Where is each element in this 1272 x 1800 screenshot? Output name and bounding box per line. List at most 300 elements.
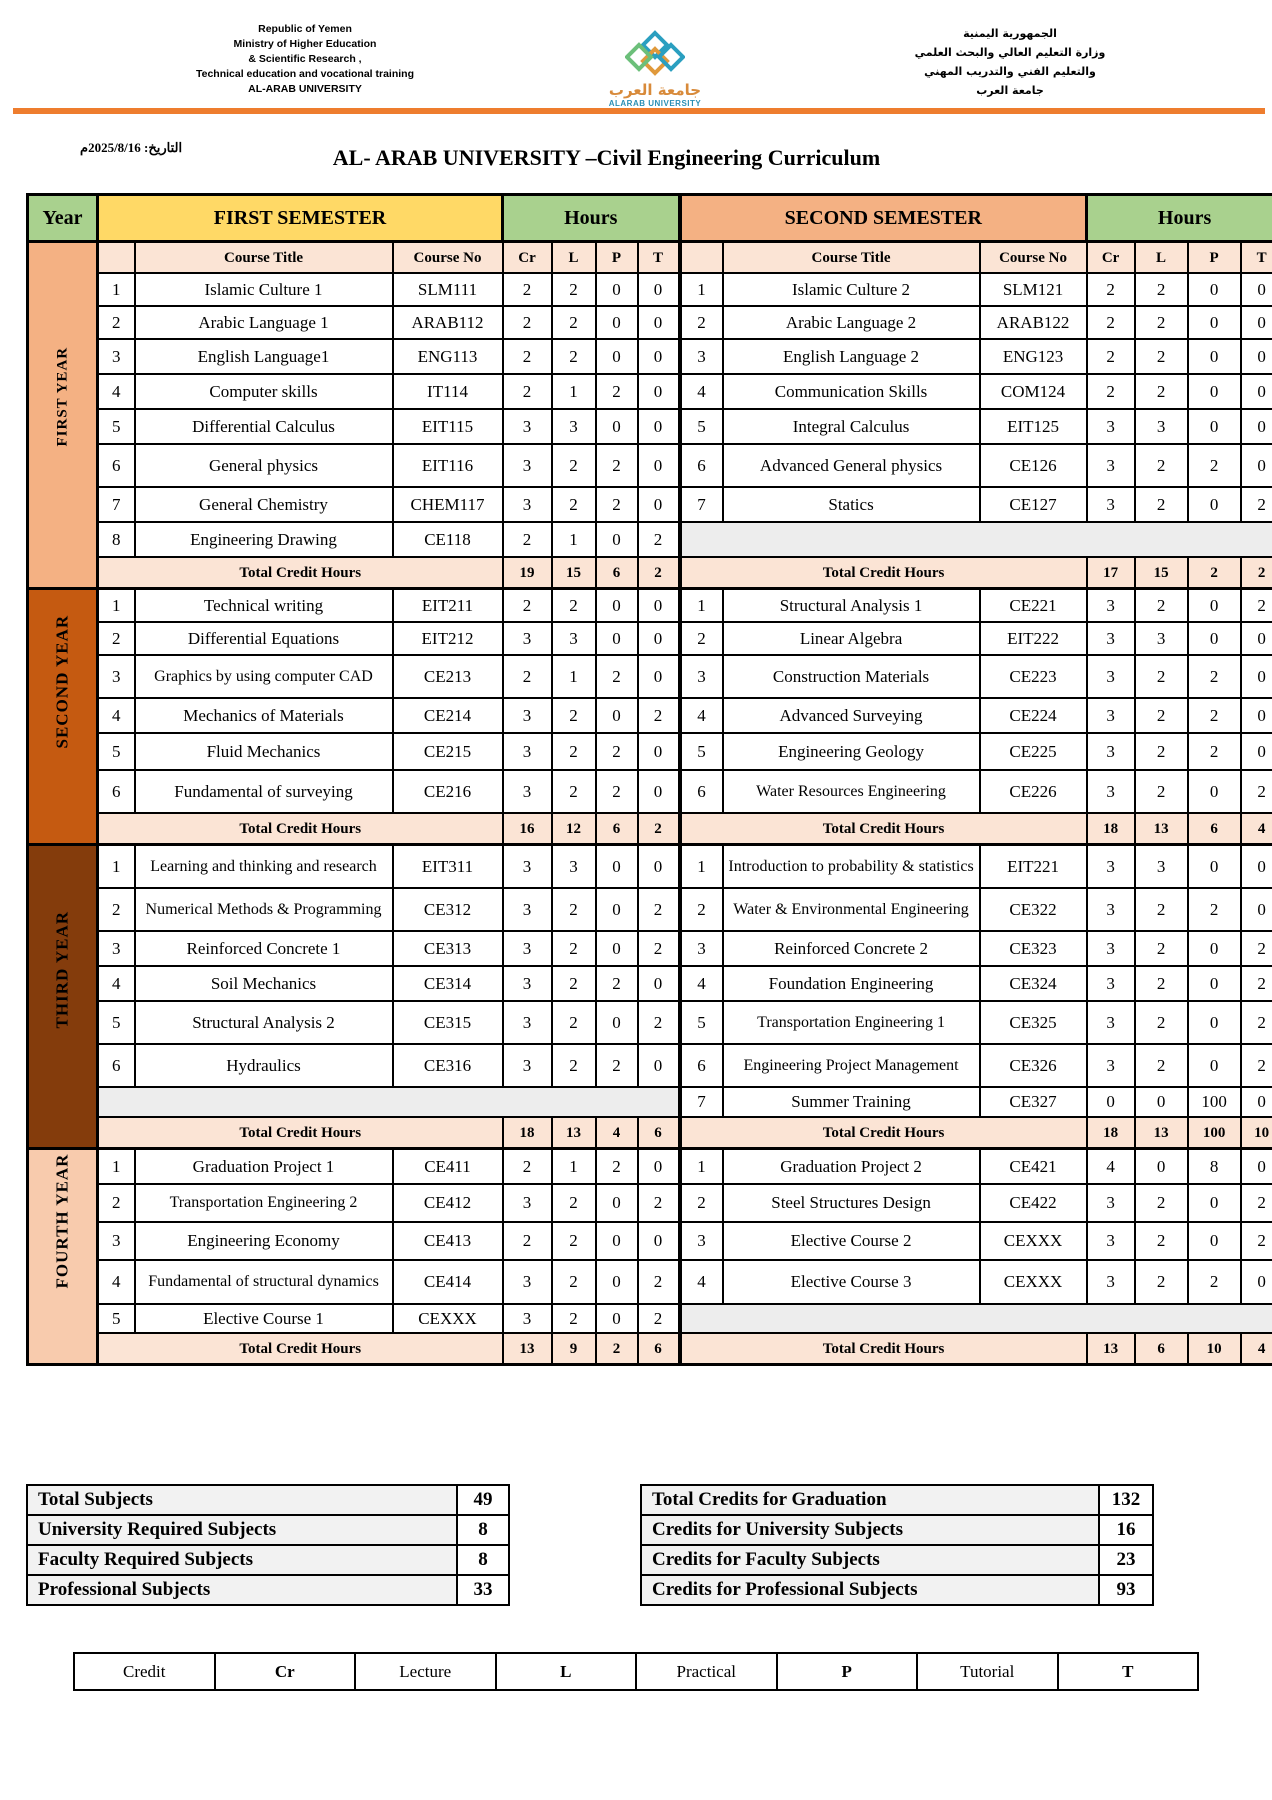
summary-label: Total Credits for Graduation (641, 1485, 1099, 1515)
course-row (28, 845, 1272, 889)
total-t: 4 (1241, 813, 1272, 845)
course-no: CE411 (393, 1149, 503, 1185)
col-header-course-no: Course No (393, 242, 503, 274)
course-index: 6 (98, 444, 135, 487)
total-t: 6 (638, 1333, 680, 1365)
course-row (28, 622, 1272, 655)
course-title: Arabic Language 1 (135, 306, 393, 339)
course-row (28, 1222, 1272, 1260)
tutorial-hours: 0 (1241, 1087, 1272, 1117)
tutorial-hours: 0 (1241, 845, 1272, 889)
course-no: CE312 (393, 888, 503, 931)
credits-summary-table (640, 1484, 1154, 1606)
credit-hours: 2 (503, 339, 552, 374)
practical-hours: 2 (596, 1149, 638, 1185)
course-title: Elective Course 3 (723, 1260, 980, 1304)
course-title: Graduation Project 1 (135, 1149, 393, 1185)
practical-hours: 2 (1188, 888, 1241, 931)
course-title: Islamic Culture 2 (723, 273, 980, 306)
curriculum-table (26, 193, 1272, 1366)
course-title: General Chemistry (135, 487, 393, 522)
course-index: 4 (680, 374, 723, 409)
tutorial-hours: 0 (638, 1149, 680, 1185)
course-title: Hydraulics (135, 1044, 393, 1087)
course-no: ENG113 (393, 339, 503, 374)
course-no: EIT311 (393, 845, 503, 889)
total-l: 13 (1135, 1117, 1188, 1149)
credit-hours: 2 (503, 1149, 552, 1185)
total-l: 13 (552, 1117, 596, 1149)
course-title: Reinforced Concrete 2 (723, 931, 980, 966)
course-title: Learning and thinking and research (135, 845, 393, 889)
tutorial-hours: 0 (638, 444, 680, 487)
practical-hours: 0 (1188, 339, 1241, 374)
summary-label: Total Subjects (27, 1485, 457, 1515)
course-index: 6 (680, 444, 723, 487)
subjects-summary-table (26, 1484, 510, 1606)
legend-abbr: Cr (215, 1653, 356, 1690)
credit-hours: 3 (1087, 1184, 1135, 1222)
practical-hours: 0 (1188, 1222, 1241, 1260)
year-label-text: SECOND YEAR (52, 614, 72, 748)
lecture-hours: 2 (1135, 1222, 1188, 1260)
course-no: CE322 (980, 888, 1087, 931)
course-index: 1 (680, 589, 723, 623)
col-header-t: T (1241, 242, 1272, 274)
course-title: Summer Training (723, 1087, 980, 1117)
practical-hours: 0 (596, 1260, 638, 1304)
course-index: 1 (98, 845, 135, 889)
course-row (28, 306, 1272, 339)
course-title: Advanced Surveying (723, 698, 980, 733)
year-label (28, 1149, 98, 1365)
practical-hours: 0 (596, 845, 638, 889)
course-index: 2 (680, 306, 723, 339)
course-title: Elective Course 1 (135, 1304, 393, 1333)
course-index: 3 (98, 655, 135, 698)
tutorial-hours: 0 (1241, 888, 1272, 931)
year-label-text: FIRST YEAR (54, 346, 71, 447)
tutorial-hours: 0 (1241, 1260, 1272, 1304)
course-title: Differential Equations (135, 622, 393, 655)
practical-hours: 0 (1188, 845, 1241, 889)
course-title: Communication Skills (723, 374, 980, 409)
credit-hours: 3 (503, 1184, 552, 1222)
lecture-hours: 2 (552, 888, 596, 931)
credit-hours: 2 (503, 1222, 552, 1260)
course-no: CE215 (393, 733, 503, 770)
course-row (28, 1260, 1272, 1304)
logo-emblem-icon (625, 30, 685, 76)
curriculum-table-body (28, 195, 1272, 1365)
col-header-l: L (552, 242, 596, 274)
course-title: Graduation Project 2 (723, 1149, 980, 1185)
document-date: التاريخ: 2025/8/16م (80, 140, 183, 155)
lecture-hours: 2 (552, 339, 596, 374)
tutorial-hours: 0 (1241, 698, 1272, 733)
course-no: CE412 (393, 1184, 503, 1222)
course-row (28, 1304, 1272, 1333)
header-en-line: AL-ARAB UNIVERSITY (248, 83, 362, 95)
course-index: 7 (98, 487, 135, 522)
tutorial-hours: 0 (1241, 339, 1272, 374)
course-title: Transportation Engineering 2 (135, 1184, 393, 1222)
university-logo (590, 30, 720, 114)
course-row (28, 444, 1272, 487)
course-row (28, 1044, 1272, 1087)
course-title: English Language1 (135, 339, 393, 374)
column-header-row (28, 242, 1272, 274)
lecture-hours: 3 (1135, 622, 1188, 655)
total-credit-label: Total Credit Hours (680, 1333, 1087, 1365)
abbreviation-legend (73, 1652, 1199, 1691)
total-t: 10 (1241, 1117, 1272, 1149)
credit-hours: 3 (503, 770, 552, 813)
practical-hours: 100 (1188, 1087, 1241, 1117)
course-index: 6 (98, 1044, 135, 1087)
practical-hours: 0 (1188, 770, 1241, 813)
summary-value: 33 (457, 1575, 509, 1605)
course-row (28, 1087, 1272, 1117)
col-header-t: T (638, 242, 680, 274)
course-row (28, 733, 1272, 770)
page-title (0, 145, 1213, 171)
tutorial-hours: 2 (638, 888, 680, 931)
lecture-hours: 2 (552, 1222, 596, 1260)
practical-hours: 2 (1188, 655, 1241, 698)
credit-hours: 0 (1087, 1087, 1135, 1117)
col-header-p: P (596, 242, 638, 274)
practical-hours: 0 (596, 1001, 638, 1044)
course-no: CE214 (393, 698, 503, 733)
course-title: Construction Materials (723, 655, 980, 698)
tutorial-hours: 2 (1241, 1222, 1272, 1260)
course-index: 5 (680, 1001, 723, 1044)
tutorial-hours: 2 (1241, 1001, 1272, 1044)
course-index: 1 (98, 589, 135, 623)
total-t: 2 (638, 557, 680, 589)
course-index: 5 (98, 1304, 135, 1333)
course-no: CE127 (980, 487, 1087, 522)
tutorial-hours: 0 (638, 1044, 680, 1087)
course-row (28, 966, 1272, 1001)
tutorial-hours: 0 (638, 374, 680, 409)
lecture-hours: 1 (552, 522, 596, 557)
tutorial-hours: 0 (638, 339, 680, 374)
course-index: 3 (98, 1222, 135, 1260)
summary-label: Faculty Required Subjects (27, 1545, 457, 1575)
lecture-hours: 2 (1135, 444, 1188, 487)
credit-hours: 3 (1087, 409, 1135, 444)
course-no: CE223 (980, 655, 1087, 698)
course-title: Computer skills (135, 374, 393, 409)
course-row (28, 374, 1272, 409)
tutorial-hours: 0 (638, 622, 680, 655)
credit-hours: 2 (1087, 273, 1135, 306)
total-l: 13 (1135, 813, 1188, 845)
header-ar-line: الجمهورية اليمنية (963, 27, 1057, 40)
summary-value: 49 (457, 1485, 509, 1515)
tutorial-hours: 0 (638, 733, 680, 770)
course-no: SLM111 (393, 273, 503, 306)
course-no: CE216 (393, 770, 503, 813)
practical-hours: 2 (1188, 698, 1241, 733)
tutorial-hours: 0 (638, 487, 680, 522)
total-t: 2 (1241, 557, 1272, 589)
course-row (28, 1184, 1272, 1222)
course-index: 5 (98, 1001, 135, 1044)
course-row (28, 1149, 1272, 1185)
practical-hours: 2 (596, 1044, 638, 1087)
col-header-index (98, 242, 135, 274)
course-title: Numerical Methods & Programming (135, 888, 393, 931)
course-row (28, 655, 1272, 698)
course-index: 6 (680, 770, 723, 813)
course-index: 6 (98, 770, 135, 813)
course-index: 3 (98, 931, 135, 966)
tutorial-hours: 2 (638, 698, 680, 733)
credit-hours: 2 (503, 522, 552, 557)
header-ar-line: وزارة التعليم العالي والبحث العلمي (914, 46, 1106, 59)
tutorial-hours: 0 (638, 1222, 680, 1260)
lecture-hours: 2 (552, 966, 596, 1001)
tutorial-hours: 2 (638, 1184, 680, 1222)
lecture-hours: 2 (552, 444, 596, 487)
total-l: 12 (552, 813, 596, 845)
credit-hours: 3 (1087, 1001, 1135, 1044)
col-header-cr: Cr (503, 242, 552, 274)
course-no: CE326 (980, 1044, 1087, 1087)
tutorial-hours: 2 (638, 931, 680, 966)
credit-hours: 3 (503, 845, 552, 889)
tutorial-hours: 2 (638, 1304, 680, 1333)
summary-row (27, 1575, 509, 1605)
total-cr: 17 (1087, 557, 1135, 589)
empty-slot (680, 522, 1272, 557)
practical-hours: 8 (1188, 1149, 1241, 1185)
credit-hours: 3 (503, 1304, 552, 1333)
lecture-hours: 2 (1135, 1184, 1188, 1222)
total-cr: 13 (503, 1333, 552, 1365)
summary-value: 16 (1099, 1515, 1153, 1545)
year-label (28, 845, 98, 1149)
total-p: 100 (1188, 1117, 1241, 1149)
credit-hours: 3 (503, 1044, 552, 1087)
course-index: 3 (680, 339, 723, 374)
lecture-hours: 2 (1135, 306, 1188, 339)
tutorial-hours: 0 (638, 589, 680, 623)
lecture-hours: 3 (552, 845, 596, 889)
tutorial-hours: 2 (1241, 966, 1272, 1001)
course-index: 3 (680, 931, 723, 966)
credit-hours: 2 (503, 589, 552, 623)
tutorial-hours: 2 (1241, 931, 1272, 966)
course-title: Differential Calculus (135, 409, 393, 444)
legend-term: Tutorial (917, 1653, 1058, 1690)
credit-hours: 3 (503, 444, 552, 487)
tutorial-hours: 2 (638, 522, 680, 557)
col-header-course-title: Course Title (723, 242, 980, 274)
summary-row (27, 1545, 509, 1575)
practical-hours: 0 (1188, 273, 1241, 306)
course-no: CE224 (980, 698, 1087, 733)
tutorial-hours: 0 (638, 845, 680, 889)
practical-hours: 2 (1188, 733, 1241, 770)
course-row (28, 273, 1272, 306)
course-index: 2 (680, 1184, 723, 1222)
lecture-hours: 2 (1135, 1044, 1188, 1087)
course-title: Elective Course 2 (723, 1222, 980, 1260)
practical-hours: 0 (1188, 966, 1241, 1001)
total-l: 9 (552, 1333, 596, 1365)
lecture-hours: 3 (552, 622, 596, 655)
logo-arabic-text: جامعة العرب (608, 81, 702, 99)
credit-hours: 4 (1087, 1149, 1135, 1185)
credit-hours: 3 (1087, 733, 1135, 770)
col-header-course-no: Course No (980, 242, 1087, 274)
lecture-hours: 2 (1135, 733, 1188, 770)
credit-hours: 3 (503, 698, 552, 733)
total-credit-label: Total Credit Hours (98, 557, 503, 589)
course-title: General physics (135, 444, 393, 487)
practical-hours: 0 (1188, 1044, 1241, 1087)
course-index: 1 (680, 273, 723, 306)
course-title: Water Resources Engineering (723, 770, 980, 813)
total-credit-label: Total Credit Hours (680, 813, 1087, 845)
credit-hours: 2 (1087, 306, 1135, 339)
course-index: 4 (680, 1260, 723, 1304)
credit-hours: 3 (1087, 487, 1135, 522)
year-label-text: THIRD YEAR (52, 910, 72, 1028)
course-row (28, 770, 1272, 813)
credit-hours: 3 (1087, 1044, 1135, 1087)
legend-abbr: T (1058, 1653, 1199, 1690)
practical-hours: 2 (1188, 1260, 1241, 1304)
tutorial-hours: 0 (1241, 273, 1272, 306)
course-index: 6 (680, 1044, 723, 1087)
tutorial-hours: 0 (638, 409, 680, 444)
lecture-hours: 3 (1135, 409, 1188, 444)
course-no: CE422 (980, 1184, 1087, 1222)
practical-hours: 0 (596, 273, 638, 306)
summary-value: 8 (457, 1515, 509, 1545)
total-credit-row (28, 813, 1272, 845)
practical-hours: 0 (1188, 487, 1241, 522)
practical-hours: 0 (1188, 409, 1241, 444)
course-no: CEXXX (980, 1260, 1087, 1304)
summary-label: University Required Subjects (27, 1515, 457, 1545)
practical-hours: 0 (596, 698, 638, 733)
summary-value: 23 (1099, 1545, 1153, 1575)
practical-hours: 2 (596, 733, 638, 770)
lecture-hours: 2 (1135, 487, 1188, 522)
lecture-hours: 2 (552, 1001, 596, 1044)
course-no: ENG123 (980, 339, 1087, 374)
course-index: 3 (680, 655, 723, 698)
course-no: CE421 (980, 1149, 1087, 1185)
tutorial-hours: 2 (1241, 487, 1272, 522)
total-l: 15 (552, 557, 596, 589)
course-title: Engineering Drawing (135, 522, 393, 557)
course-title: Foundation Engineering (723, 966, 980, 1001)
course-no: CE225 (980, 733, 1087, 770)
course-no: EIT211 (393, 589, 503, 623)
empty-slot (98, 1087, 680, 1117)
course-no: ARAB122 (980, 306, 1087, 339)
practical-hours: 2 (1188, 444, 1241, 487)
second-hours-header: Hours (1087, 195, 1272, 242)
summary-row (641, 1515, 1153, 1545)
course-index: 3 (98, 339, 135, 374)
second-semester-header: SECOND SEMESTER (680, 195, 1087, 242)
legend-term: Lecture (355, 1653, 496, 1690)
total-p: 6 (596, 557, 638, 589)
practical-hours: 0 (1188, 306, 1241, 339)
credit-hours: 3 (1087, 589, 1135, 623)
lecture-hours: 0 (1135, 1149, 1188, 1185)
course-row (28, 888, 1272, 931)
course-no: CE325 (980, 1001, 1087, 1044)
course-title: Fluid Mechanics (135, 733, 393, 770)
course-title: Engineering Geology (723, 733, 980, 770)
legend-abbr: P (777, 1653, 918, 1690)
total-p: 4 (596, 1117, 638, 1149)
tutorial-hours: 0 (638, 966, 680, 1001)
course-title: Technical writing (135, 589, 393, 623)
lecture-hours: 2 (552, 273, 596, 306)
header-en-line: Republic of Yemen (258, 23, 352, 35)
tutorial-hours: 0 (1241, 622, 1272, 655)
credit-hours: 3 (1087, 655, 1135, 698)
ministry-header-arabic (900, 24, 1120, 100)
year-label (28, 589, 98, 845)
ministry-header-english (150, 22, 460, 97)
course-title: Engineering Project Management (723, 1044, 980, 1087)
lecture-hours: 2 (1135, 655, 1188, 698)
lecture-hours: 2 (1135, 589, 1188, 623)
tutorial-hours: 2 (638, 1001, 680, 1044)
col-header-l: L (1135, 242, 1188, 274)
course-row (28, 698, 1272, 733)
course-index: 2 (98, 306, 135, 339)
tutorial-hours: 0 (1241, 1149, 1272, 1185)
course-title: Engineering Economy (135, 1222, 393, 1260)
lecture-hours: 2 (552, 770, 596, 813)
tutorial-hours: 0 (638, 655, 680, 698)
credit-hours: 2 (503, 655, 552, 698)
summary-row (641, 1575, 1153, 1605)
total-p: 6 (596, 813, 638, 845)
total-cr: 13 (1087, 1333, 1135, 1365)
credit-hours: 2 (1087, 339, 1135, 374)
tutorial-hours: 0 (638, 770, 680, 813)
practical-hours: 0 (1188, 374, 1241, 409)
course-index: 8 (98, 522, 135, 557)
total-t: 4 (1241, 1333, 1272, 1365)
tutorial-hours: 0 (1241, 409, 1272, 444)
lecture-hours: 2 (1135, 698, 1188, 733)
summary-value: 93 (1099, 1575, 1153, 1605)
year-label (28, 242, 98, 589)
practical-hours: 2 (596, 374, 638, 409)
course-no: CE414 (393, 1260, 503, 1304)
practical-hours: 2 (596, 655, 638, 698)
credit-hours: 3 (503, 487, 552, 522)
course-index: 4 (98, 1260, 135, 1304)
credit-hours: 3 (1087, 698, 1135, 733)
course-row (28, 487, 1272, 522)
summary-row (27, 1515, 509, 1545)
